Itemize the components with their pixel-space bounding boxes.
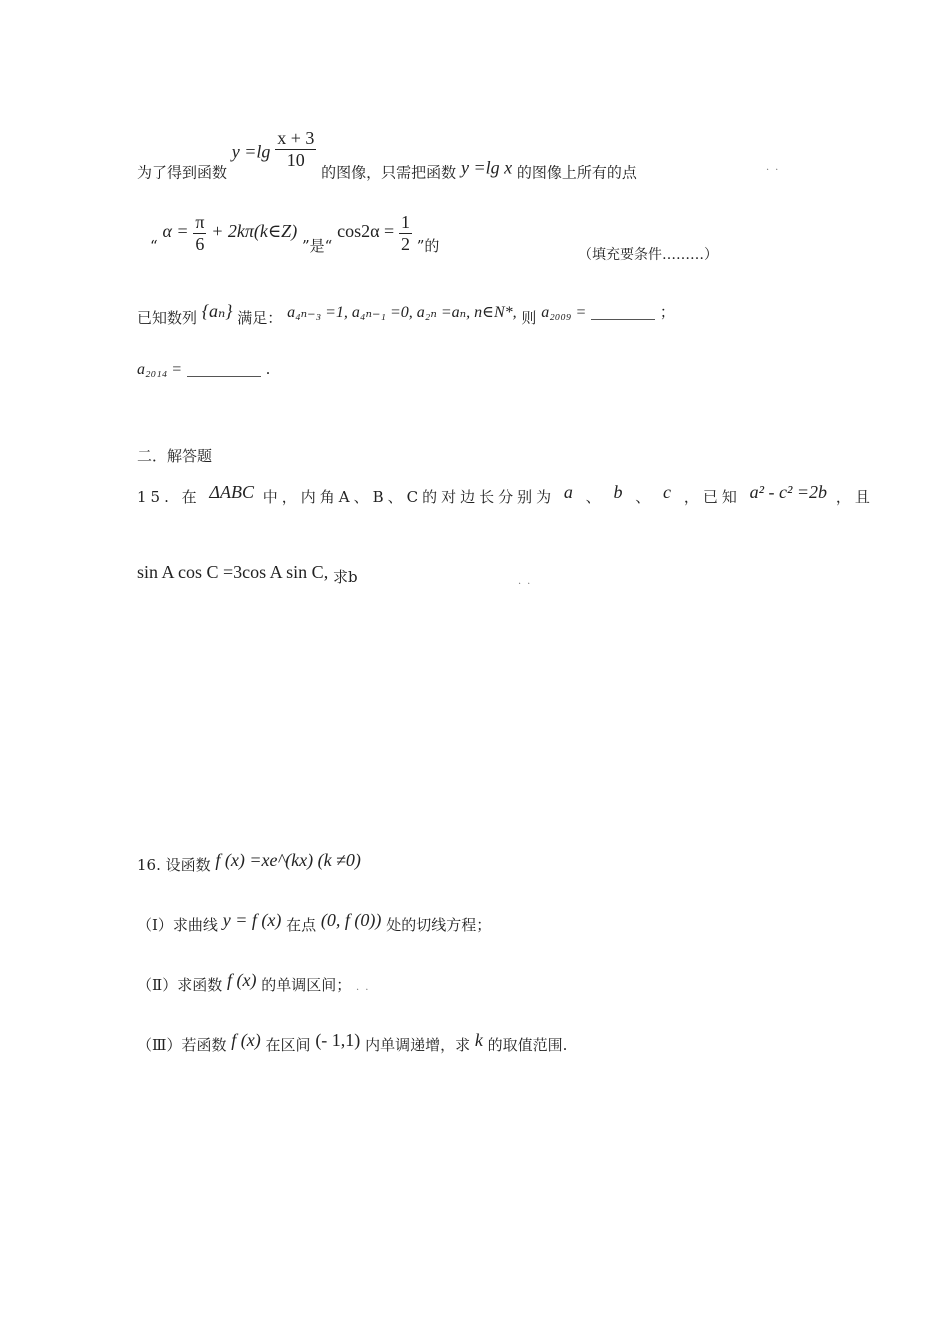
q15-cond1: a² - c² =2b [749, 482, 828, 502]
question-16-line [137, 850, 361, 875]
q16-part3-interval: (- 1,1) [315, 1030, 361, 1050]
q16-part1-mid: 在点 [286, 916, 317, 934]
q3-satisfy: 满足： [237, 309, 283, 327]
q16-part3-mid2: 内单调递增，求 [365, 1036, 471, 1054]
q16-part3-label: （Ⅲ）若函数 [137, 1036, 227, 1054]
q2-alpha-rest: + 2kπ(k∈Z) [211, 221, 298, 242]
q15-var-a: a [563, 482, 577, 502]
q15-text2: ，已知 [683, 488, 741, 506]
q16-part1-end: 处的切线方程； [386, 916, 492, 934]
q3-a2014: a₂₀₁₄ = [137, 361, 183, 378]
q15-ask: 求b [332, 568, 358, 586]
q3-cond: a₄ₙ₋₃ =1, a₄ₙ₋₁ =0, a₂ₙ =aₙ, n∈N*, [287, 304, 517, 321]
question-16-part-2 [137, 970, 374, 995]
question-15-line [137, 482, 874, 507]
q16-part3-expr: f (x) [231, 1030, 261, 1050]
q16-func: f (x) =xe^(kx) (k ≠0) [215, 850, 361, 870]
q2-frac2-num: 1 [400, 212, 410, 232]
q16-part2-expr: f (x) [226, 970, 257, 990]
q15-cond2: sin A cos C =3cos A sin C, [137, 562, 329, 582]
q2-frac2-den: 2 [400, 233, 410, 254]
q16-part2-end: 的单调区间； [261, 976, 352, 994]
q1-text-before: 为了得到函数 [137, 163, 228, 182]
q16-part1-label: （Ⅰ）求曲线 [137, 916, 218, 934]
question-16-part-3 [137, 1030, 567, 1055]
q3-a2009: a₂₀₀₉ = [541, 304, 587, 321]
q15-text1: 中，内角A、B、C的对边长分别为 [262, 488, 556, 506]
section-title: 二．解答题 [137, 447, 213, 465]
q16-number: 16. 设函数 [137, 856, 211, 874]
q16-part3-k: k [474, 1030, 483, 1050]
q3-blank-1[interactable] [591, 307, 655, 320]
q16-part1-expr: y = f (x) [222, 910, 282, 930]
question-1-line [137, 128, 637, 183]
q2-fraction-2 [399, 212, 412, 254]
q3-ze: 则 [521, 309, 537, 327]
q15-text3: ，且 [835, 488, 874, 506]
q16-part1-point: (0, f (0)) [320, 910, 382, 930]
q3-period: . [265, 360, 271, 378]
q16-part3-mid: 在区间 [265, 1036, 311, 1054]
q15-var-c: c [663, 482, 676, 502]
q15-number: 15. 在 [137, 488, 201, 506]
q2-hint: （填充要条件………） [578, 247, 718, 263]
q15-ellipsis: .. [518, 576, 537, 587]
q3-semi: ； [659, 303, 675, 321]
q2-is-text: ”是“ [301, 237, 333, 256]
q15-sep2: 、 [635, 488, 655, 506]
q1-formula2: y =lg x [460, 157, 513, 178]
q2-alpha-eq: α = [162, 221, 189, 242]
q3-seq-name: {aₙ} [201, 301, 233, 321]
question-15-line-2 [137, 562, 358, 587]
q2-fraction [193, 212, 206, 254]
q2-open-quote: “ [150, 237, 158, 256]
question-2-line [150, 212, 439, 256]
q1-formula-lhs: y =lg [231, 141, 271, 162]
q3-blank-2[interactable] [187, 364, 261, 377]
q1-ellipsis: .. [766, 162, 785, 173]
q16-part2-label: （Ⅱ）求函数 [137, 976, 223, 994]
q2-frac-num: π [195, 212, 205, 232]
q15-var-b: b [613, 482, 627, 502]
q1-text-after: 的图像上所有的点 [516, 163, 637, 182]
q2-cos-expr: cos2α = [337, 221, 395, 242]
q1-frac-den: 10 [286, 149, 305, 170]
q1-text-mid: 的图像，只需把函数 [321, 163, 457, 182]
q1-frac-num: x + 3 [277, 128, 315, 148]
q15-triangle: ΔABC [209, 482, 254, 502]
q15-sep1: 、 [585, 488, 605, 506]
q3-text-before: 已知数列 [137, 309, 198, 327]
q1-fraction [275, 128, 316, 170]
q2-de-text: ”的 [416, 237, 440, 256]
question-3-line [137, 301, 675, 328]
question-3-line-2 [137, 360, 270, 379]
question-16-part-1 [137, 910, 491, 935]
q16-part3-end: 的取值范围. [487, 1036, 568, 1054]
q16-part2-ellipsis: .. [356, 982, 375, 993]
q2-frac-den: 6 [195, 233, 205, 254]
